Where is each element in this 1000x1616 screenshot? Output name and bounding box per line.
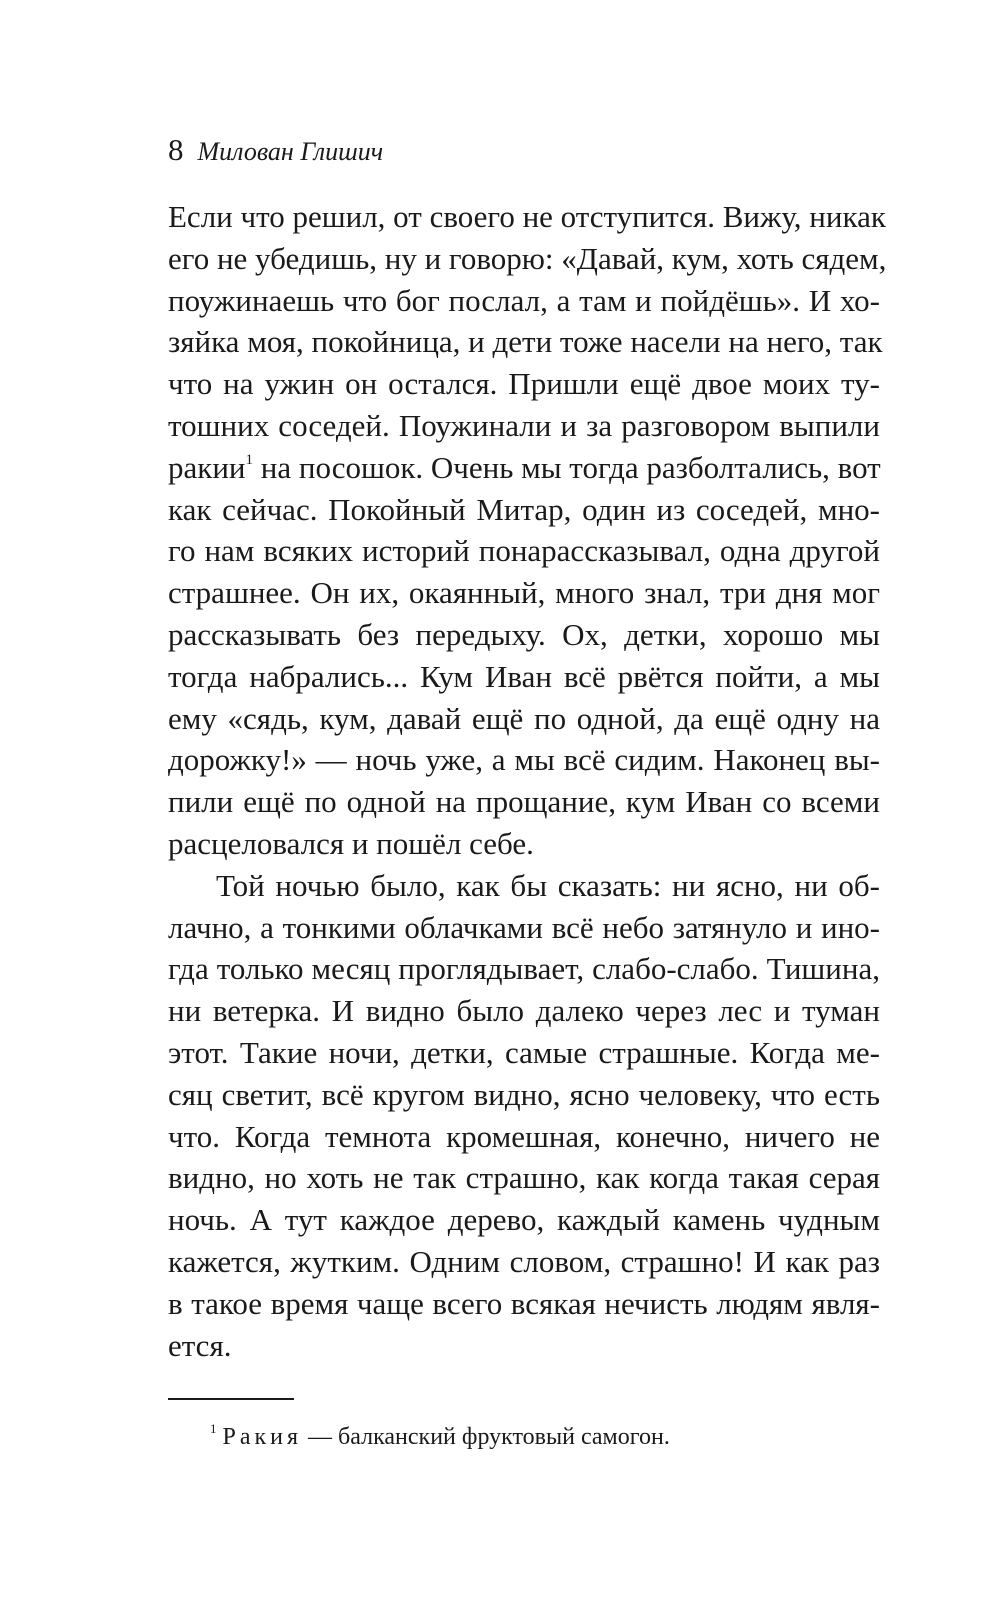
text-line: тогда набрались... Кум Иван всё рвётся пойти, а мы xyxy=(168,658,880,694)
page-number: 8 xyxy=(168,132,184,167)
text-line: го нам всяких историй понарассказывал, одна другой xyxy=(168,533,880,569)
footnote-text: — балканский фруктовый самогон. xyxy=(302,1424,670,1450)
footnote-term: Ракия xyxy=(222,1424,303,1450)
text-line: ни ветерка. И видно было далеко через лес и туман xyxy=(168,993,880,1029)
text-line: как сейчас. Покойный Митар, один из соседей, мно- xyxy=(168,491,880,527)
footnote-divider xyxy=(168,1398,294,1400)
text-line: гда только месяц проглядывает, слабо-слабо. Тишина, xyxy=(168,951,880,987)
paragraph-first-line: Той ночью было, как бы сказать: ни ясно, ни об- xyxy=(216,867,880,903)
text-line: тошних соседей. Поужинали и за разговором выпили xyxy=(168,407,880,443)
text-line: этот. Такие ночи, детки, самые страшные. Когда ме- xyxy=(168,1034,880,1070)
text-fragment: на посошок. Очень мы тогда разболтались, вот xyxy=(260,449,881,485)
text-line: что на ужин он остался. Пришли ещё двое моих ту- xyxy=(168,366,880,402)
text-line: видно, но хоть не так страшно, как когда такая серая xyxy=(168,1160,880,1196)
text-line: дорожку!» — ночь уже, а мы всё сидим. Наконец вы- xyxy=(168,742,880,778)
footnote-reference[interactable]: 1 xyxy=(245,451,253,468)
text-fragment: ракии xyxy=(168,449,246,485)
body-text xyxy=(168,196,887,1366)
running-head-author: Милован Глишич xyxy=(197,137,384,166)
text-line: рассказывать без передыху. Ох, детки, хорошо мы xyxy=(168,616,880,652)
text-line: расцеловался и пошёл себе. xyxy=(168,825,534,861)
text-line: в такое время чаще всего всякая нечисть людям явля- xyxy=(168,1285,880,1321)
text-line-with-footnote xyxy=(168,447,880,489)
text-line: лачно, а тонкими облачками всё небо затянуло и ино- xyxy=(168,909,880,945)
text-line: страшнее. Он их, окаянный, много знал, три дня мог xyxy=(168,575,880,611)
footnote-mark: 1 xyxy=(210,1421,217,1436)
text-line: кажется, жутким. Одним словом, страшно! И как раз xyxy=(168,1243,880,1279)
text-line: пили ещё по одной на прощание, кум Иван со всеми xyxy=(168,784,880,820)
text-line: ночь. А тут каждое дерево, каждый камень чудным xyxy=(168,1202,880,1238)
text-line: поужинаешь что бог послал, а там и пойдёшь». И хо- xyxy=(168,282,880,318)
text-line: ему «сядь, кум, давай ещё по одной, да ещё одну на xyxy=(168,700,880,736)
footnote xyxy=(210,1420,670,1454)
text-line: сяц светит, всё кругом видно, ясно человеку, что есть xyxy=(168,1076,880,1112)
text-line: Если что решил, от своего не отступится. Вижу, никак xyxy=(168,199,886,234)
text-line: зяйка моя, покойница, и дети тоже насели на него, так xyxy=(168,324,883,360)
running-head xyxy=(168,130,383,172)
text-line: его не убедишь, ну и говорю: «Давай, кум, хоть сядем, xyxy=(168,240,887,276)
text-line: что. Когда темнота кромешная, конечно, ничего не xyxy=(168,1118,880,1154)
text-line: ется. xyxy=(168,1327,232,1363)
